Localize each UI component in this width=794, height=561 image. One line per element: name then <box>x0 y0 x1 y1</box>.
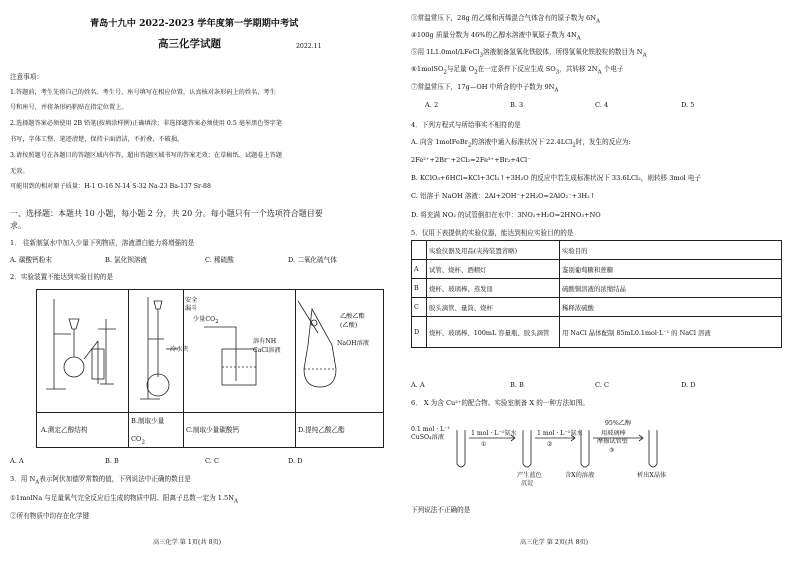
q3-item-3: ③常温常压下，28g 的乙烯和丙烯混合气体含有的原子数为 $6N_A$ <box>411 14 601 25</box>
school-title: 青岛十九中 2022-2023 学年度第一学期期中考试 <box>90 18 299 29</box>
cold-water-label: 冷水夹 <box>170 346 189 353</box>
safety-funnel-label-2: 漏斗 <box>185 305 198 312</box>
acid-label-2: (乙酸) <box>340 322 358 329</box>
q6-product-3: 析出X晶体 <box>637 472 667 479</box>
q5-option-b: B. B <box>510 381 524 389</box>
q2-cell-b-2: $CO_2$ <box>131 435 145 446</box>
q6-reagent-1b: CuSO₄溶液 <box>411 434 444 441</box>
q4-stem: 4．下列方程式与所给事实不相符的是 <box>411 121 521 129</box>
q1-option-c: C. 稀硫酸 <box>205 256 234 264</box>
section-heading-cont: 求。 <box>10 221 26 230</box>
q6-step-3-num: ③ <box>609 447 615 454</box>
note-line: 号和座号，并将条形码粘贴在指定位置上。 <box>10 104 128 111</box>
q3-item-2: ②所有物质中均存在化学键 <box>10 512 90 520</box>
q6-product-2: 含X的溶液 <box>565 472 595 479</box>
exam-date: 2022.11 <box>296 43 322 50</box>
q1-stem: 1． 往新制氯水中加入少量下列物质，溶液漂白能力将增强的是 <box>10 239 195 247</box>
q3-item-7: ⑦常温常压下，17g—OH 中所含的中子数为 $9N_A$ <box>411 83 559 94</box>
atomic-masses: 可能用到的相对原子质量：H-1 O-16 N-14 S-32 Na-23 Ba-137 Sr-88 <box>10 183 211 190</box>
q6-after: 下列说法不正确的是 <box>411 506 471 514</box>
table-cell: 烧杯、玻璃棒、100mL 容量瓶、胶头滴管 <box>427 317 560 348</box>
table-cell: 硫酸铜溶液的浓缩结晶 <box>560 279 782 298</box>
table-row <box>412 260 782 279</box>
table-header-row <box>412 241 782 260</box>
page-footer: 高三化学 第 1页(共 8页) <box>153 539 222 546</box>
safety-funnel-label: 安全 <box>185 297 198 304</box>
test-tube-icon <box>649 430 657 467</box>
apparatus-c-icon <box>204 327 256 385</box>
q3-option-d: D. 5 <box>681 101 695 109</box>
q6-step-3a: 95%乙醇 <box>605 420 632 427</box>
q3-option-c: C. 4 <box>595 101 609 109</box>
q6-step-3b: 用玻璃棒 <box>601 430 626 437</box>
table-row <box>412 317 782 348</box>
q3-option-b: B. 3 <box>510 101 524 109</box>
q2-answer-a: A. A <box>10 457 24 465</box>
q2-stem: 2．实验装置不能达到实验目的的是 <box>10 273 114 281</box>
table-header-cell: 实验目的 <box>560 241 782 260</box>
q6-stem: 6． X 为含 Cu²⁺的配合物。实验室制备 X 的一种方法如图。 <box>411 399 589 407</box>
q2-cell-d: D.提纯乙酸乙酯 <box>298 426 345 434</box>
table-cell: B <box>412 279 427 298</box>
q4-option-c: C. 铝溶于 NaOH 溶液：2Al+2OH⁻+2H₂O=2AlO₂⁻+3H₂↑ <box>411 192 596 200</box>
q6-reagent-1a: 0.1 mol · L⁻¹ <box>411 426 451 433</box>
q6-step-2: 1 mol · L⁻¹氨水 <box>537 430 583 437</box>
q4-option-d: D. 将充满 NO₂ 的试管倒扣在水中：3NO₂+H₂O=2HNO₃+NO <box>411 211 601 219</box>
q4-option-b: B. KClO₃+6HCl=KCl+3Cl₂↑+3H₂O 的反应中若生成标准状况下 33.6LCl₂，则转移 3mol 电子 <box>411 174 702 182</box>
note-line: 2.选择题答案必须使用 2B 铅笔(按填涂样例)正确填涂；非选择题答案必须使用 0.5 毫米黑色签字笔 <box>10 120 283 127</box>
q3-item-1: ①1molNa 与足量氧气完全反应后生成的物质中阴、阳离子总数一定为 $1.5N_A$ <box>10 494 239 505</box>
q5-option-a: A. A <box>411 381 425 389</box>
q1-option-a: A. 碳酸钙粉末 <box>10 256 52 264</box>
note-line: 书写，字体工整、笔迹清楚，保持卡面清洁，不折叠，不破损。 <box>10 136 184 143</box>
q5-option-d: D. D <box>681 381 696 389</box>
q2-answer-d: D. D <box>288 457 303 465</box>
q4-option-a: A. 向含 1molFeBr$_2$的溶液中通入标准状况下 22.4LCl$_2$时，发生的反应为: <box>411 138 631 149</box>
test-tube-icon <box>457 430 465 467</box>
q1-option-d: D. 二氧化硫气体 <box>288 256 337 264</box>
table-cell: D <box>412 317 427 348</box>
q2-answer-b: B. B <box>105 457 119 465</box>
acid-label-1: 乙酸乙酯 <box>340 313 365 320</box>
table-row <box>412 298 782 317</box>
page-footer: 高三化学 第 2页(共 8页) <box>520 539 589 546</box>
solution-label-1: 溶有NH <box>253 338 277 345</box>
table-cell: 试管、烧杯、酒精灯 <box>427 260 560 279</box>
q6-procedure-figure <box>411 412 783 492</box>
q4-option-a-eq: 2Fe²⁺+2Br⁻+2Cl₂=2Fe³⁺+Br₂+4Cl⁻ <box>411 156 531 164</box>
q6-product-1a: 产生蓝色 <box>517 472 542 479</box>
q5-option-c: C. C <box>595 381 610 389</box>
q3-item-4: ④100g 质量分数为 46%的乙醇水溶液中氧原子数为 $4N_A$ <box>411 31 581 42</box>
table-cell: 鉴别葡萄糖和蔗糖 <box>560 260 782 279</box>
q6-step-3c: 摩擦试管壁 <box>597 438 628 445</box>
q3-item-6: ⑥1molSO$_2$与足量 $O_2$在一定条件下反应生成 $SO_3$，共转移 $2N_A$ 个电子 <box>411 65 624 76</box>
table-header-cell <box>412 241 427 260</box>
table-header-cell: 实验仪器及用品(夹持装置省略) <box>427 241 560 260</box>
q2-cell-b: B.制取少量 <box>131 417 165 425</box>
note-line: 无效。 <box>10 168 29 175</box>
q5-table <box>411 240 782 348</box>
solution-label-2: CaCl溶液 <box>253 347 281 354</box>
q3-stem: 3．用 $N_A$表示阿伏加德罗常数的值，下列说法中正确的数目是 <box>10 475 191 486</box>
q2-apparatus-drawings <box>36 289 384 411</box>
table-cell: 稀释浓硫酸 <box>560 298 782 317</box>
apparatus-a-icon <box>46 299 116 389</box>
q6-step-1: 1 mol · L⁻¹氨水 <box>471 430 517 437</box>
table-row <box>412 279 782 298</box>
table-cell: 烧杯、玻璃棒、蒸发皿 <box>427 279 560 298</box>
table-cell: 胶头滴管、量筒、烧杯 <box>427 298 560 317</box>
q6-product-1b: 沉淀 <box>521 480 534 487</box>
q3-option-a: A. 2 <box>425 101 439 109</box>
q2-answer-c: C. C <box>205 457 220 465</box>
q1-option-b: B. 氯化钡溶液 <box>105 256 148 264</box>
note-line: 1.答题前，考生先将自己的姓名、考生号、座号填写在相应位置，认真核对条形码上的姓名、考生 <box>10 89 276 96</box>
subject-title: 高三化学试题 <box>158 38 221 50</box>
naoh-label: NaOH溶液 <box>337 340 369 347</box>
q6-step-2-num: ② <box>547 441 553 448</box>
test-tube-icon <box>523 430 531 467</box>
table-cell: A <box>412 260 427 279</box>
table-cell: 用 NaCl 晶体配制 85mL0.1mol·L⁻¹ 的 NaCl 溶液 <box>560 317 782 348</box>
table-cell: C <box>412 298 427 317</box>
q5-stem: 5．仅用下表提供的实验仪器，能达到相应实验目的的是 <box>411 229 574 237</box>
q3-item-5: ⑤用 1L1.0mol/LFeCl$_3$溶液制备氢氧化铁胶体，所得氢氧化铁胶粒的数目为 $N_A$ <box>411 48 647 59</box>
note-line: 3.请按照题号在各题目的答题区域内作答，超出答题区域书写的答案无效；在草稿纸、试题卷上答题 <box>10 152 282 159</box>
q6-step-1-num: ① <box>481 441 487 448</box>
co2-label: 少量$CO_2$ <box>193 316 219 326</box>
section-heading: 一、选择题：本题共 10 小题，每小题 2 分，共 20 分。每小题只有一个选项符合题目要 <box>10 209 323 218</box>
apparatus-d-icon <box>298 301 336 387</box>
exam-page-2 <box>397 0 794 561</box>
q2-cell-c: C.制取少量碳酸钙 <box>186 426 240 434</box>
notes-heading: 注意事项： <box>10 73 43 81</box>
q2-cell-a: A.测定乙醇结构 <box>41 426 88 434</box>
